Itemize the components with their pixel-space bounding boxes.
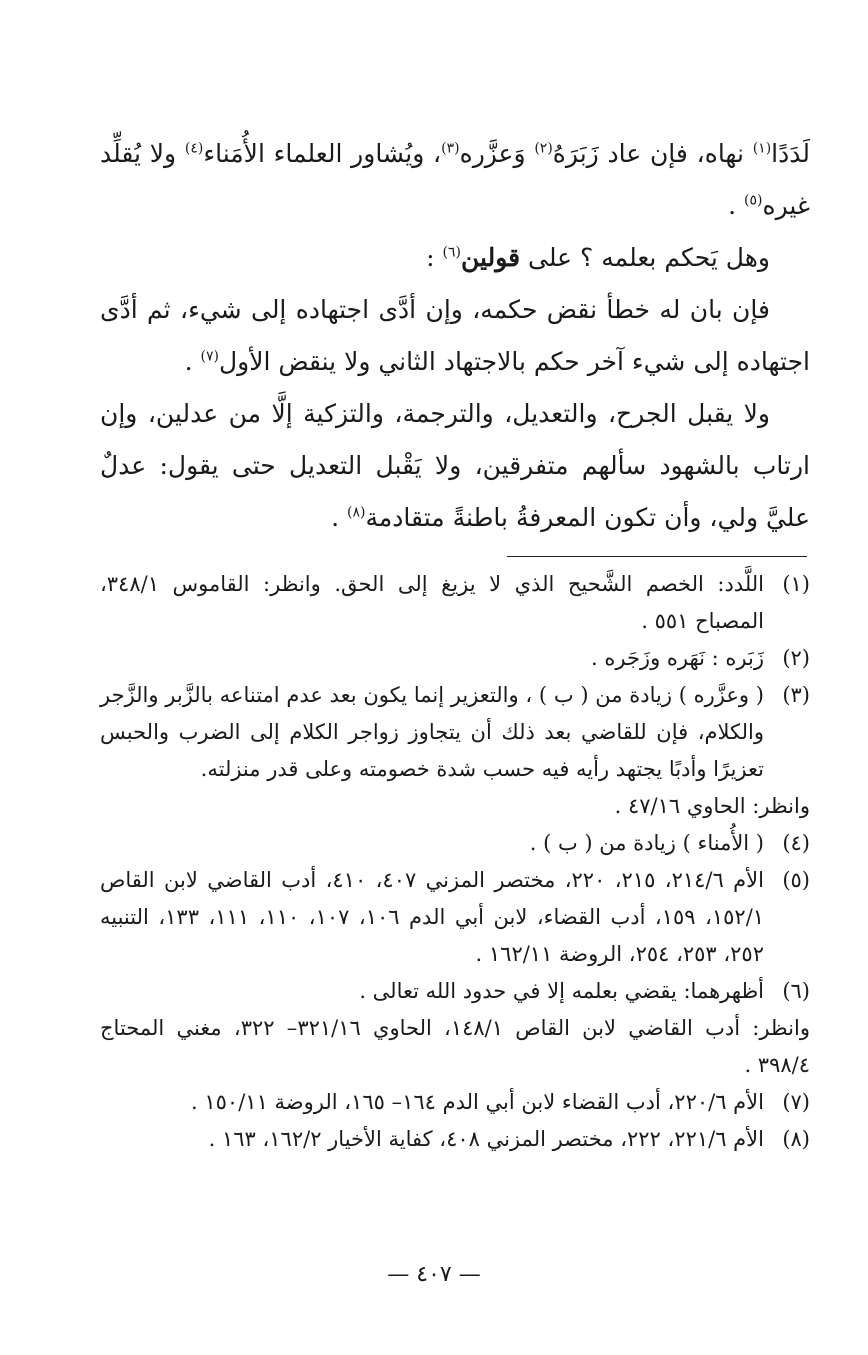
text-run: وهل يَحكم بعلمه ؟ على [520,243,770,272]
page-number: — ٤٠٧ — [387,1262,481,1287]
footnote-continuation: وانظر: الحاوي ٤٧/١٦ . [614,794,810,818]
footnote-marker[interactable]: (٥) [744,192,763,209]
footnote-3 [100,677,810,788]
bold-term: قولين [461,243,521,272]
text-run: . [331,503,348,532]
footnote-number: (٥) [782,868,810,892]
footnote-4 [100,825,810,862]
main-text [100,128,810,544]
footnote-marker[interactable]: (٣) [441,140,460,157]
footnote-8 [100,1121,810,1158]
text-run: ولا يقبل الجرح، والتعديل، والترجمة، والتزكية إلَّا من عدلين، وإن ارتاب بالشهود سألهم متفرقين، ولا يَقْبل التعديل حتى يقول: عدلٌ عليَّ ولي، وأن تكون المعرفةُ باطنةً متقادمة [100,399,810,532]
paragraph-1 [100,128,810,232]
footnote-1 [100,566,810,640]
footnote-marker[interactable]: (٢) [534,140,553,157]
text-run: ، ويُشاور العلماء الأُمَناء [203,139,442,168]
paragraph-3 [100,284,810,388]
footnote-text: الأم ٢٢٠/٦، أدب القضاء لابن أبي الدم ١٦٤– ١٦٥، الروضة ١٥٠/١١ . [191,1090,764,1114]
footnote-marker[interactable]: (٤) [184,140,204,157]
footnote-number: (٢) [782,646,810,670]
text-run: ولا يُقلِّد غيره [100,139,810,220]
footnote-marker[interactable]: (٧) [200,348,219,365]
footnote-text: أظهرهما: يقضي بعلمه إلا في حدود الله تعالى . [359,979,764,1003]
footnote-marker[interactable]: (٨) [347,504,366,521]
footnote-number: (٣) [782,683,810,707]
footnote-separator [507,556,807,557]
footnote-number: (٤) [782,831,810,855]
text-run: : [426,243,443,272]
footnote-number: (١) [782,572,810,596]
text-run: لَدَدًا [771,139,810,168]
footnote-text: اللَّدد: الخصم الشَّحيح الذي لا يزيغ إلى الحق. وانظر: القاموس ٣٤٨/١، المصباح ٥٥١ . [100,572,764,633]
text-run: . [184,347,201,376]
footnote-text: الأم ٢٢١/٦، ٢٢٢، مختصر المزني ٤٠٨، كفاية الأخيار ١٦٢/٢، ١٦٣ . [208,1127,764,1151]
footnote-text: ( وعزَّره ) زيادة من ( ب ) ، والتعزير إنما يكون بعد عدم امتناعه بالزَّبر والزَّجر والكلام، فإن للقاضي بعد ذلك أن يتجاوز زواجر الكلام إلى الضرب والحبس تعزيرًا وأدبًا يجتهد رأيه فيه حسب شدة خصومته وعلى قدر منزلته. [100,683,764,781]
footnote-number: (٨) [782,1127,810,1151]
footnote-text: زَبَره : نَهَره وزَجَره . [591,646,764,670]
footnote-6 [100,973,810,1010]
footnote-number: (٧) [782,1090,810,1114]
text-run: فإن بان له خطأ نقض حكمه، وإن أدَّى اجتهاده إلى شيء، ثم أدَّى اجتهاده إلى شيء آخر حكم بالاجتهاد الثاني ولا ينقض الأول [100,295,810,376]
text-run: نهاه، فإن عاد زَبَرَهُ [552,139,753,168]
footnote-5 [100,862,810,973]
footnote-continuation: وانظر: أدب القاضي لابن القاص ١٤٨/١، الحاوي ٣٢١/١٦– ٣٢٢، مغني المحتاج ٣٩٨/٤ . [100,1016,810,1077]
text-run: . [728,191,745,220]
footnote-text: ( الأُمناء ) زيادة من ( ب ) . [529,831,764,855]
footnote-text: الأم ٢١٤/٦، ٢١٥، ٢٢٠، مختصر المزني ٤٠٧، ٤١٠، أدب القاضي لابن القاص ١٥٢/١، ١٥٩، أدب القضاء، لابن أبي الدم ١٠٦، ١٠٧، ١١٠، ١١١، ١٣٣، التنبيه ٢٥٢، ٢٥٣، ٢٥٤، الروضة ١٦٢/١١ . [100,868,765,966]
footnote-7 [100,1084,810,1121]
text-run: وَعزَّره [459,139,535,168]
footnote-marker[interactable]: (٦) [442,244,462,261]
footnote-2 [100,640,810,677]
paragraph-4 [100,388,810,544]
footnote-marker[interactable]: (١) [752,140,772,157]
footnote-number: (٦) [782,979,810,1003]
footnotes [100,566,810,1158]
paragraph-2 [100,232,810,284]
